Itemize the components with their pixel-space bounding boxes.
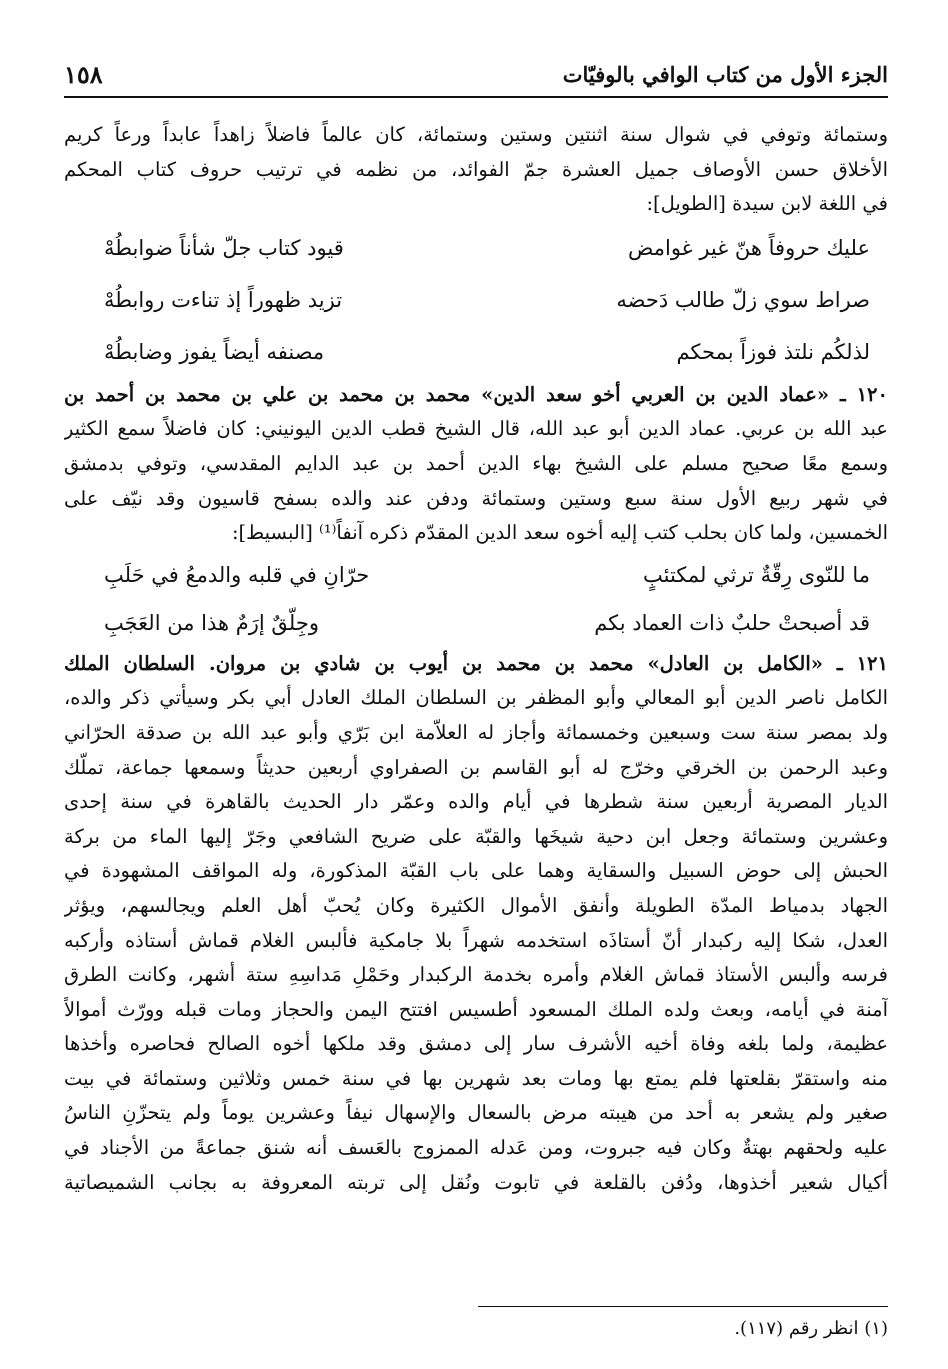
hemistich-second: تزيد ظهوراً إذ تناءت روابطُهْ [104,287,343,312]
text-line: وستمائة وتوفي في شوال سنة اثنتين وستين وستمائة، كان عالماً فاضلاً زاهداً عابداً ورعاً كريم [64,123,888,146]
hemistich-first: صراط سوي زلّ طالب دَحضه [616,287,870,312]
verse [64,326,888,378]
text-line: صغير ولم يشعر به أحد من هيبته مرض بالسعال والإسهال نيفاً وعشرين يوماً ولم يتحزّنِ الناسُ [64,1101,888,1125]
text-line: العدل، شكا إليه ركبدار أنّ أستاذَه استخدمه شهراً بلا جامكية فألبس الغلام قماش أستاذه وأركبه [64,928,888,952]
footnote-separator [478,1306,888,1307]
text-line: وسمع معًا صحيح مسلم على الشيخ بهاء الدين أحمد بن عبد الدايم المقدسي، وتوفي بدمشق [64,451,888,475]
text-line: منه واستقرّ بقلعتها فلم يمتع بها ومات بعد شهرين بها في سنة خمس وثلاثين وستمائة في بيت [64,1066,888,1090]
hemistich-first: ما للنّوى رِقّةٌ ترثي لمكتئبٍ [643,562,870,587]
verse [64,274,888,326]
hemistich-second: حرّانِ في قلبه والدمعُ في حَلَبِ [104,562,370,587]
page-body [64,118,888,1200]
text-line: الأخلاق حسن الأوصاف جميل العشرة جمّ الفوائد، من نظمه في ترتيب حروف كتاب المحكم [64,157,888,181]
hemistich-first: قد أصبحتْ حلبٌ ذات العماد بكم [594,610,870,635]
entry-121 [64,647,888,1201]
entry-heading-line: ١٢٠ ـ «عماد الدين بن العربي أخو سعد الدين» محمد بن محمد بن علي بن محمد بن أحمد بن [64,382,888,406]
text-line: عبد الله بن عربي. عماد الدين أبو عبد الله، قال الشيخ قطب الدين اليونيني: كان فاضلاً سمع الكثير [64,417,888,441]
text-line: الخمسين، ولما كان بحلب كتب إليه أخوه سعد الدين المقدّم ذكره آنفاً⁽¹⁾ [البسيط]: [231,521,888,545]
footnote: (١) انظر رقم (١١٧). [734,1318,888,1339]
text-line: آمنة في أيامه، وبعث ولده الملك المسعود أطسيس افتتح اليمن والحجاز ومات قبله وورّث أموالاً [64,997,888,1021]
verse [64,599,888,647]
paragraph-continuation [64,118,888,222]
page-header [64,52,888,98]
text-line: وعبد الرحمن بن الخرقي وخرّج له أبو القاسم بن الصفراوي أربعين حديثاً وسمعها جماعة، تملّك [64,755,888,779]
text-line: الكامل ناصر الدين أبو المعالي وأبو المظفر بن السلطان الملك العادل أبي بكر وسيأتي ذكر والده، [64,686,888,710]
text-line: في شهر ربيع الأول سنة سبع وستين وستمائة ودفن عند والده بسفح قاسيون وقد نيّف على [64,486,888,510]
poem-1 [64,222,888,378]
page-number: ١٥٨ [64,59,103,89]
text-line: ولد بمصر سنة ست وسبعين وخمسمائة وأجاز له العلاّمة ابن بَرّي وأبو عبد الله بن صدقة الحرّاني [64,720,888,744]
text-line: في اللغة لابن سيدة [الطويل]: [646,192,888,216]
text-line: فرسه وألبس الأستاذ قماش الغلام وأمره بخدمة الركبدار وحَمْلِ مَداسِهِ ستة أشهر، وكانت الطرق [64,963,888,987]
text-line: الحبش إلى حوض السبيل والسقاية وهما على باب القبّة المذكورة، وله المواقف المشهودة في [64,859,888,883]
hemistich-second: وجِلّقٌ إرَمٌ هذا من العَجَبِ [104,610,319,635]
verse [64,222,888,274]
text-line: وعشرين وستمائة وجعل ابن دحية شيخَها والقبّة على ضريح الشافعي وجَرّ إليها الماء من بركة [64,824,888,848]
hemistich-second: قيود كتاب جلّ شأناً ضوابطُهْ [104,235,344,260]
poem-2 [64,551,888,647]
hemistich-second: مصنفه أيضاً يفوز وضابطُهْ [104,339,325,364]
text-line: الديار المصرية أربعين سنة شطرها في أيام والده وعمّر دار الحديث بالقاهرة في سنة إحدى [64,790,888,814]
entry-heading-line: ١٢١ ـ «الكامل بن العادل» محمد بن محمد بن أيوب بن شادي بن مروان. السلطان الملك [64,651,888,675]
running-title: الجزء الأول من كتاب الوافي بالوفيّات [562,61,888,87]
entry-120 [64,378,888,551]
text-line: الجهاد بدمياط المدّة الطويلة وأنفق الأموال الكثيرة وكان يُحبّ أهل العلم ويجالسهم، ويؤثر [64,893,888,917]
verse [64,551,888,599]
text-line: عظيمة، ولما بلغه وفاة أخيه الأشرف سار إلى دمشق وقد ملكها أخوه الصالح فحاصره وأخذها [64,1032,888,1056]
hemistich-first: عليك حروفاً هنّ غير غوامض [628,235,870,260]
text-line: عليه ولحقهم بهتةٌ وكان فيه جبروت، ومن عَدله الممزوج بالعَسف أنه شنق جماعةً من الأجناد في [64,1136,888,1160]
text-line: أكيال شعير أخذوها، ودُفن بالقلعة في تابوت ونُقل إلى تربته المعروفة به بجانب الشميصاتية [64,1170,888,1194]
hemistich-first: لذلكُم نلتذ فوزاً بمحكم [676,339,870,364]
